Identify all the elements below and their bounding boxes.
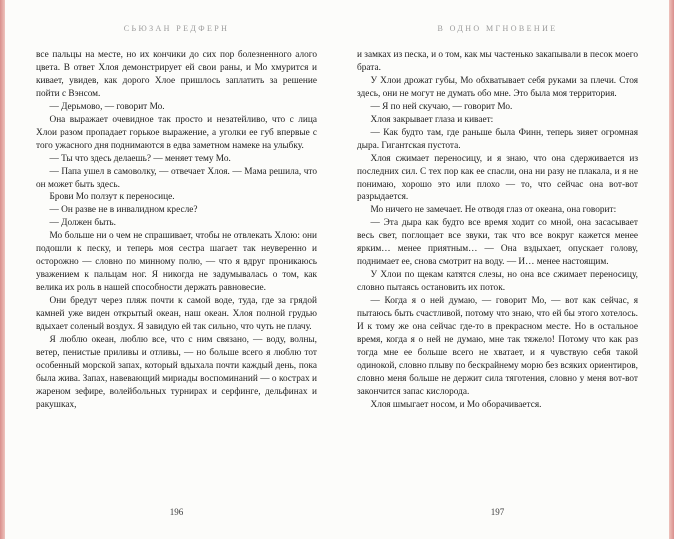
paragraph: все пальцы на месте, но их кончики до сих пор болезненного алого цвета. В ответ Хлоя демонстрирует ей свои раны, и Мо хмурится и кивает, увидев, как дорого Хлое пришлось заплатить за решение пойти с Вэнсом. [36, 50, 317, 99]
paragraph: — Дерьмово, — говорит Мо. [49, 101, 165, 112]
paragraph: — Папа ушел в самоволку, — отвечает Хлоя. — Мама решила, что он может быть здесь. [36, 166, 317, 190]
running-head-title: В ОДНО МГНОВЕНИЕ [437, 24, 558, 33]
page-number-left: 196 [169, 507, 184, 517]
page-right-text [357, 49, 638, 501]
paragraph: У Хлои по щекам катятся слезы, но она все сжимает переносицу, словно пытаясь остановить их поток. [357, 270, 638, 294]
paragraph: Мо больше ни о чем не спрашивает, чтобы не отвлекать Хлою: они подошли к песку, и теперь моя сестра шагает так неуверенно и осторожно — словно по минному полю, — что я вдруг проникаюсь уважением к пальцам ног. Я никогда не задумывалась о том, как велика их роль в нашей способности держать равновесие. [36, 231, 317, 294]
page-right [357, 24, 638, 523]
paragraph: Хлоя шмыгает носом, и Мо оборачивается. [370, 399, 542, 410]
paragraph: — Я по ней скучаю, — говорит Мо. [370, 101, 513, 112]
paragraph: и замках из песка, и о том, как мы частенько закапывали в песок моего брата. [357, 50, 638, 73]
running-head-author: СЬЮЗАН РЕДФЕРН [123, 24, 230, 33]
paragraph: Хлоя закрывает глаза и кивает: [370, 114, 494, 125]
paragraph: Мо ничего не замечает. Не отводя глаз от океана, она говорит: [370, 205, 617, 216]
paragraph: Брови Мо ползут к переносице. [49, 192, 175, 203]
paragraph: — Должен быть. [49, 218, 116, 229]
paragraph: У Хлои дрожат губы, Мо обхватывает себя руками за плечи. Стоя здесь, они не могут не думать обо мне. Это была моя территория. [357, 75, 638, 99]
paragraph: Хлоя сжимает переносицу, и я знаю, что она сдерживается из последних сил. С тех пор как ее спасли, она ни разу не плакала, и я не понимаю, хорошо это или плохо — то, что сейчас она вот-вот разрыдается. [357, 153, 638, 203]
paragraph: Я люблю океан, люблю все, что с ним связано, — воду, волны, ветер, пенистые приливы и отливы, — но больше всего я люблю тот особенный морской запах, который вдыхала почти каждый день, пока была жива. Запах, навевающий мириады воспоминаний — о кострах и жареном зефире, волейбольных турнирах и серфинге, дельфинах и ракушках, [36, 334, 317, 410]
paragraph: Она выражает очевидное так просто и незатейливо, что с лица Хлои разом пропадает горькое выражение, а уголки ее губ впервые с того ужасного дня поднимаются в едва заметном намеке на улыбку. [36, 114, 317, 151]
paragraph: — Он разве не в инвалидном кресле? [49, 205, 198, 216]
paragraph: — Как будто там, где раньше была Финн, теперь зияет огромная дыра. Гигантская пустота. [357, 127, 638, 151]
paragraph: — Эта дыра как будто все время ходит со мной, она засасывает весь свет, поглощает все звуки, так что все вокруг кажется менее ярким… менее приятным… — Она вздыхает, опускает голову, поднимает ее, снова смотрит на воду. — И… менее настоящим. [357, 218, 638, 268]
paragraph: — Ты что здесь делаешь? — меняет тему Мо. [49, 153, 231, 164]
page-left [36, 24, 317, 523]
paragraph: Они бредут через пляж почти к самой воде, туда, где за грядой камней уже виден открытый океан, наш океан. Хлоя полной грудью вдыхает соленый воздух. Я завидую ей так сильно, что чуть не плачу. [36, 296, 317, 333]
page-number-right: 197 [490, 507, 505, 517]
paragraph: — Когда я о ней думаю, — говорит Мо, — вот как сейчас, я пытаюсь быть счастливой, потому что знаю, что ей бы этого хотелось. И к тому же она сейчас где-то в прекрасном месте. Но в остальное время, когда я о ней не думаю, мне так тяжело! Потому что как раз тогда мне ее больше всего не хватает, и я чувствую себя такой одинокой, словно плыву по бескрайнему морю без всяких ориентиров, словно меня больше не держит сила тяготения, словно у меня вот-вот закончится запас кислорода. [357, 296, 638, 397]
page-left-text [36, 49, 317, 501]
